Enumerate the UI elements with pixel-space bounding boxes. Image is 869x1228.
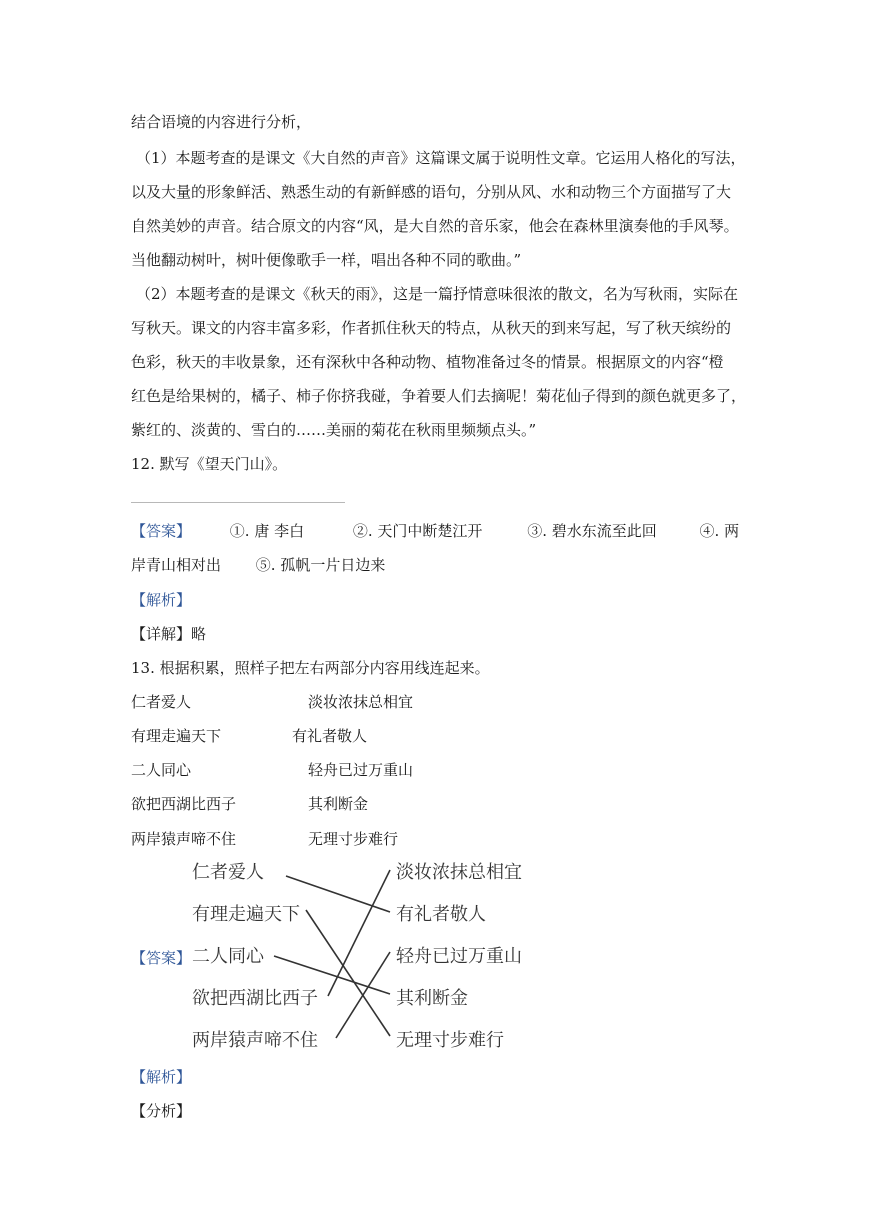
left-item: 欲把西湖比西子 xyxy=(131,795,237,813)
left-item: 有理走遍天下 xyxy=(131,727,222,745)
right-item: 无理寸步难行 xyxy=(308,830,399,848)
question-12: 12. 默写《望天门山》。 xyxy=(131,455,288,473)
paragraph-line: 结合语境的内容进行分析， xyxy=(131,113,312,131)
answer-item: ③. 碧水东流至此回 xyxy=(527,522,657,540)
answer-item: ①. 唐 李白 xyxy=(229,522,305,540)
paragraph-line: （1）本题考查的是课文《大自然的声音》这篇课文属于说明性文章。它运用人格化的写法， xyxy=(136,149,746,167)
paragraph-line: 紫红的、淡黄的、雪白的……美丽的菊花在秋雨里频频点头。” xyxy=(131,421,537,439)
figure-left-label: 欲把西湖比西子 xyxy=(192,988,318,1009)
left-item: 二人同心 xyxy=(131,761,192,779)
right-item: 有礼者敬人 xyxy=(292,727,368,745)
divider xyxy=(131,502,345,503)
paragraph-line: 写秋天。课文的内容丰富多彩，作者抓住秋天的特点，从秋天的到来写起，写了秋天缤纷的 xyxy=(131,319,732,337)
paragraph-line: 色彩，秋天的丰收景象，还有深秋中各种动物、植物准备过冬的情景。根据原文的内容“橙 xyxy=(131,353,724,371)
analysis-tag: 【解析】 xyxy=(131,1068,192,1086)
answer-tag: 【答案】 xyxy=(131,522,192,540)
right-item: 淡妆浓抹总相宜 xyxy=(308,693,414,711)
right-item: 轻舟已过万重山 xyxy=(308,761,414,779)
paragraph-line: 红色是给果树的，橘子、柿子你挤我碰，争着要人们去摘呢！菊花仙子得到的颜色就更多了， xyxy=(131,387,747,405)
answer-item: ②. 天门中断楚江开 xyxy=(352,522,483,540)
figure-right-label: 其利断金 xyxy=(396,988,468,1009)
question-13: 13. 根据积累，照样子把左右两部分内容用线连起来。 xyxy=(131,659,490,677)
answer-item: 岸青山相对出 xyxy=(131,556,222,574)
fenxi-tag: 【分析】 xyxy=(131,1102,192,1120)
figure-left-label: 仁者爱人 xyxy=(192,862,264,883)
figure-right-label: 有礼者敬人 xyxy=(396,904,486,925)
left-item: 仁者爱人 xyxy=(131,693,192,711)
connect-line xyxy=(286,876,390,912)
figure-right-label: 淡妆浓抹总相宜 xyxy=(396,862,522,883)
answer-tag: 【答案】 xyxy=(131,949,192,967)
figure-left-label: 有理走遍天下 xyxy=(192,904,300,925)
paragraph-line: 自然美妙的声音。结合原文的内容“风，是大自然的音乐家，他会在森林里演奏他的手风琴。 xyxy=(131,217,739,235)
right-item: 其利断金 xyxy=(308,795,369,813)
answer-row xyxy=(131,555,385,575)
answer-row xyxy=(131,521,739,541)
detail-text: 【详解】略 xyxy=(131,625,207,643)
figure-right-label: 无理寸步难行 xyxy=(396,1030,504,1051)
answer-item: ④. 两 xyxy=(699,522,740,540)
figure-right-label: 轻舟已过万重山 xyxy=(396,946,522,967)
answer-item: ⑤. 孤帆一片日边来 xyxy=(255,556,386,574)
figure-left-label: 二人同心 xyxy=(192,946,264,967)
paragraph-line: 当他翻动树叶，树叶便像歌手一样，唱出各种不同的歌曲。” xyxy=(131,251,522,269)
left-item: 两岸猿声啼不住 xyxy=(131,830,237,848)
connect-line xyxy=(328,870,390,996)
matching-figure xyxy=(180,852,550,1057)
paragraph-line: （2）本题考查的是课文《秋天的雨》，这是一篇抒情意味很浓的散文，名为写秋雨，实际在 xyxy=(136,285,739,303)
figure-left-label: 两岸猿声啼不住 xyxy=(192,1030,318,1051)
paragraph-line: 以及大量的形象鲜活、熟悉生动的有新鲜感的语句，分别从风、水和动物三个方面描写了大 xyxy=(131,183,732,201)
analysis-tag: 【解析】 xyxy=(131,591,192,609)
